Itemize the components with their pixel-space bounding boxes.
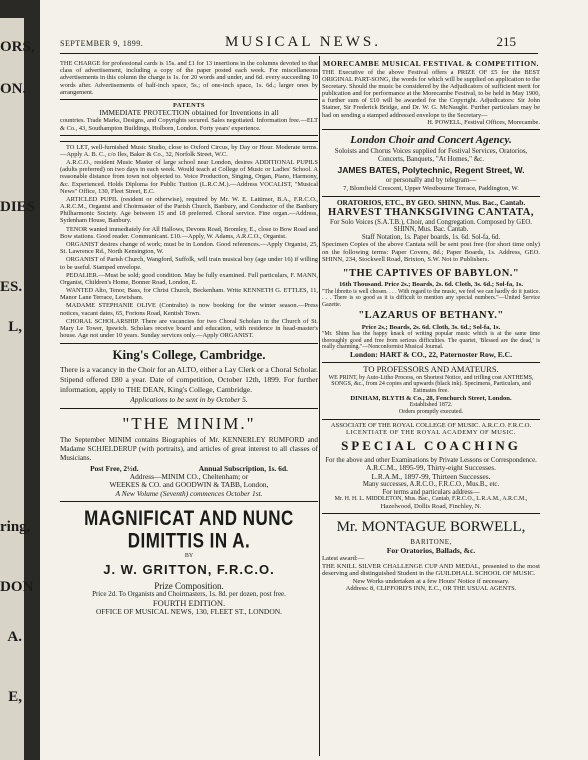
- kings-body: There is a vacancy in the Choir for an ALTO, either a Lay Clerk or a Choral Scholar. Stipend offered £80 a year. Date of competition, October 12th, 1899. For further information, apply to THE DEAN, King's College, Cambridge.: [60, 364, 318, 394]
- professors-title: TO PROFESSORS AND AMATEURS.: [363, 364, 499, 375]
- coaching-arcm: A.R.C.M., 1895-99, Thirty-eight Successes.: [365, 463, 496, 473]
- right-column: [322, 58, 540, 758]
- gutter-fragment: ON.: [0, 81, 27, 97]
- left-column: [60, 58, 318, 758]
- magnificat-composer: J. W. GRITTON, F.R.C.O.: [103, 562, 275, 578]
- classified-ad: WANTED Alto, Tenor, Bass, for Christ Church, Beckenham. Write KENNETH G. ETTLES, 11, Manor Lane Terrace, Lewisham.: [60, 287, 318, 302]
- coaching-many: Many successes, A.R.C.O., F.R.C.O., Mus.B., etc.: [362, 480, 500, 488]
- london-agency-address: 7, Blomfield Crescent, Upper Westbourne Terrace, Paddington, W.: [343, 185, 519, 193]
- associate-title: ASSOCIATE OF THE ROYAL COLLEGE OF MUSIC. A.R.C.O. F.R.C.O.: [330, 421, 532, 429]
- classified-ad: TO LET, well-furnished Music Studio, close to Oxford Circus, by Day or Hour. Moderate terms.—Apply A. B. C., c/o Iles, Baker & Co., 32, Norfolk Street, W.C.: [60, 143, 318, 158]
- gutter-fragment: ORS,: [0, 39, 35, 55]
- magnificat-edition: FOURTH EDITION.: [152, 597, 226, 608]
- classified-ad: MADAME STEPHANIE OLIVE (Contralto) is now booking for the winter season.—Press notices, vacant dates, 65, Forions Road, Kentish Town.: [60, 302, 318, 317]
- borwell-latest: Latest award:—: [322, 555, 365, 563]
- charge-notice: [60, 58, 318, 100]
- professors-orders: Orders promptly executed.: [398, 408, 464, 415]
- gutter-fragment: E,: [8, 689, 22, 705]
- lazarus-price: Price 2s.; Boards, 2s. 6d. Cloth, 3s. 6d.; Sol-fa, 1s.: [361, 323, 501, 331]
- minim-body: The September MINIM contains Biographies of Mr. KENNERLEY RUMFORD and Madame SCHJELDERUP (with portraits), and articles of great interest to all classes of Musicians.: [60, 435, 318, 462]
- lazarus-quote: "Mr. Shinn has the happy knack of writing popular music which is at the same time thoroughly good and free from serious difficulties. The quartet, 'Blessed are the dead,' is really charming."—Nonconformist Musical Journal.: [322, 331, 540, 351]
- harvest-sub: For Solo Voices (S.A.T.B.), Choir, and Congregation. Composed by GEO. SHINN, Mus. Bac. Cantab.: [330, 218, 532, 234]
- morecambe-body: THE Executive of the above Festival offers a PRIZE OF £5 for the BEST ORIGINAL PART-SONG, the words for which will be supplied on application to the Secretary. Should the music be considered by the Adjudicators of sufficient merit for publication and for performance at the Morecambe Festival, to be held in May 1900, a further sum of £10 will be awarded for the Copyright. Adjudicators: Sir John Stainer, Sir Frederick Bridge, and Dr. W. G. McNaught. Further particulars may be had on sending a stamped addressed envelope to the Secretary—: [322, 68, 540, 119]
- borwell-for: For Oratorios, Ballads, &c.: [386, 545, 476, 555]
- harvest-title: HARVEST THANKSGIVING CANTATA,: [328, 206, 534, 218]
- captives-publisher: London: HART & CO., 22, Paternoster Row, E.C.: [349, 349, 513, 359]
- magnificat-title: [60, 507, 318, 552]
- adjacent-page-edge: [0, 18, 36, 760]
- harvest-notation: Staff Notation, 1s. Paper boards, 1s. 6d. Sol-fa, 6d.: [361, 233, 501, 241]
- professors-ad: [322, 363, 540, 419]
- magnificat-line-1: MAGNIFICAT AND NUNC: [84, 506, 294, 530]
- patents-title: PATENTS: [172, 101, 206, 109]
- gutter-fragment: ES.: [0, 279, 23, 295]
- borwell-ad: [322, 514, 540, 592]
- coaching-lram: L.R.A.M., 1897-99, Thirteen Successes.: [371, 471, 491, 481]
- professors-body: WE PRINT, by Auto-Litho Process, on Shortest Notice, and trifling cost ANTHEMS, SONGS, &c., from 24 copies and upwards (black ink). Specimens, Particulars, and Estimates free.: [328, 374, 534, 395]
- page-number: 215: [496, 34, 516, 49]
- coaching-hazelwood: Hazelwood, Dollis Road, Finchley, N.: [380, 502, 482, 510]
- adjacent-page-gutter: [0, 0, 40, 760]
- patents-lead: IMMEDIATE PROTECTION obtained for Inventions in all: [99, 108, 279, 118]
- publication-title: MUSICAL NEWS.: [225, 34, 381, 50]
- gutter-fragment: A.: [7, 629, 22, 645]
- minim-ad: [60, 409, 318, 502]
- classified-ad: A.R.C.O., resident Music Master of large school near London, desires ADDITIONAL PUPILS (adults preferred) on two days in each week. Would teach at College of Music or Ladies' School. A reasonable distance from town not objected to. Voice Production, Singing, Organ, Piano, Harmony, &c. Experienced. Holds Diploma for Public Tuition (L.R.C.M.).—Address VOCALIST, "Musical News" Office, 130, Fleet Street, E.C.: [60, 159, 318, 195]
- header-rule: [60, 53, 538, 54]
- magnificat-office: OFFICE OF MUSICAL NEWS, 130, FLEET ST., LONDON.: [95, 607, 283, 617]
- magnificat-by: BY: [184, 553, 194, 560]
- borwell-address: Address: 8, CLIFFORD'S INN, E.C., OR THE USUAL AGENTS.: [345, 584, 517, 592]
- london-agency-bates: JAMES BATES, Polytechnic, Regent Street, W.: [337, 164, 525, 175]
- harvest-specimen: Specimen Copies of the above Cantata will be sent post free (for short time only) on the following terms: Paper Covers, 8d.; Paper Boards, 1s. Address, GEO. SHINN, 234, Stockwell Road, Brixton, S.W. Not to Publishers.: [322, 241, 540, 264]
- classified-ads: [60, 142, 318, 344]
- kings-footer: Applications to be sent in by October 5.: [130, 395, 248, 405]
- gutter-fragment: ring,: [0, 519, 31, 535]
- borwell-voice: BARITONE,: [410, 538, 452, 547]
- minim-post: Post Free, 2½d.: [90, 463, 139, 473]
- classified-ad: PEDALIER.—Must be sold; good condition. May be fully examined. Full particulars, F. MANN, Organist, Children's Home, Bonner Road, London, E.: [60, 271, 318, 286]
- london-agency-telegram: or personally and by telegram—: [385, 176, 477, 185]
- associate-licentiate: LICENTIATE OF THE ROYAL ACADEMY OF MUSIC.: [346, 429, 516, 437]
- issue-date: SEPTEMBER 9, 1899.: [60, 39, 144, 48]
- captives-quote: "The libretto is well chosen. . . . With regard to the music, we feel we can hardly do it justice. . . . There is so good as it is difficult to mention any special numbers."—United Service Gazette.: [322, 288, 540, 308]
- borwell-cup: THE KNILL SILVER CHALLENGE CUP AND MEDAL, presented to the most deserving and distinguished Student in the GUILDHALL SCHOOL OF MUSIC.: [322, 562, 540, 578]
- lazarus-title: "LAZARUS OF BETHANY.": [358, 310, 504, 322]
- kings-college-ad: [60, 344, 318, 408]
- coaching-terms: For terms and particulars address—: [382, 488, 480, 496]
- morecambe-signature: H. POWELL, Festival Offices, Morecambe.: [427, 118, 540, 126]
- patents-text: countries. Trade Marks, Designs, and Copyrights secured. Sales negotiated. Information free.—ELT & Co., 43, Southampton Buildings, Holborn, London. Forty years' experience.: [60, 117, 318, 132]
- minim-annual: Annual Subscription, 1s. 6d.: [198, 463, 288, 473]
- magnificat-ad: [60, 502, 318, 617]
- magnificat-line-2: DIMITTIS IN A.: [127, 528, 251, 553]
- london-agency-body: Soloists and Chorus Voices supplied for Festival Services, Oratorios, Concerts, Banquets, "At Homes," &c.: [334, 147, 528, 164]
- gutter-fragment: DIES: [0, 199, 36, 215]
- professors-firm: DINHAM, BLYTH & Co., 28, Fenchurch Street, London.: [350, 394, 512, 402]
- magnificat-prize: Prize Composition.: [154, 580, 224, 591]
- column-divider: [319, 56, 320, 756]
- captives-price: 16th Thousand. Price 2s.; Boards, 2s. 6d. Cloth, 3s. 6d.; Sol-fa, 1s.: [339, 281, 523, 289]
- classified-ad: ORGANIST desires change of work; must be in London. Good references.—Apply Organist, 25, St. Lawrence Rd., North Kensington, W.: [60, 241, 318, 256]
- coaching-for: For the above and other Examinations by Private Lessons or Correspondence.: [325, 456, 537, 464]
- gutter-fragment: DON: [0, 579, 34, 595]
- magnificat-price: Price 2d. To Organists and Choirmasters, 1s. 8d. per dozen, post free.: [92, 589, 286, 598]
- minim-weekes: WEEKES & CO. and GOODWIN & TABB, London,: [109, 480, 269, 490]
- associate-ad: [322, 420, 540, 515]
- minim-title: "THE MINIM.": [122, 413, 256, 433]
- london-agency-title: London Choir and Concert Agency.: [350, 133, 512, 146]
- classified-ad: TENOR wanted immediately for All Hallows, Devons Road, Bromley, E., close to Bow Road and Bow stations. Good reader. Communicant. £10.—Apply, W. Adams, A.R.C.O., Organist.: [60, 225, 318, 240]
- professors-established: Established 1872.: [409, 402, 453, 409]
- gutter-fragment: L,: [8, 319, 22, 335]
- classified-ad: ARTICLED PUPIL (resident or otherwise), required by Mr. W. E. Lattimer, B.A., F.R.C.O., A.R.C.M., Organist and Choirmaster of the Parish Church, Banbury, and Conductor of the Banbury Philharmonic Society. Age between 15 and 18 preferred. Choral service. Fine organ.—Address, Sydenham House, Banbury.: [60, 195, 318, 225]
- classified-ad: ORGANIST of Parish Church, Wangford, Suffolk, will train musical boy (age under 16) if willing to be useful. Stamped envelope.: [60, 256, 318, 271]
- patents-ad: [60, 100, 318, 136]
- oratorios-ad: [322, 197, 540, 264]
- captives-ad: [322, 264, 540, 364]
- classified-ad: CHORAL SCHOLARSHIP. There are vacancies for two Choral Scholars in the Church of St. Mary Le Tower, Ipswich. Scholars receive board and education, with residence in head-master's house. Age not under 10 years. Sunday services only.—Apply ORGANIST.: [60, 317, 318, 340]
- charge-text: THE CHARGE for professional cards is 15s. and £1 for 13 insertions in the columns devoted to that class of advertisement, including a copy of the paper posted each week. For miscellaneous advertisements in this column the charge is 1s. for 20 words and under, and 6d. every succeeding 10 words after. Advertisements of half-inch space, 5s.; of one-inch space, 1s. 6d.; larger ones by arrangement.: [60, 60, 318, 96]
- minim-volume: A New Volume (Seventh) commences October 1st.: [115, 488, 263, 498]
- morecambe-ad: [322, 58, 540, 130]
- running-head: [60, 34, 548, 54]
- morecambe-title: MORECAMBE MUSICAL FESTIVAL & COMPETITION.: [323, 59, 539, 68]
- coaching-title: SPECIAL COACHING: [341, 438, 521, 454]
- oratorios-heading: ORATORIOS, ETC., BY GEO. SHINN, Mus. Bac., Cantab.: [336, 197, 526, 207]
- captives-title: "THE CAPTIVES OF BABYLON.": [342, 267, 520, 279]
- coaching-middleton: Mr. H. H. L. MIDDLETON, Mus. Bac., Cantab, F.R.C.O., L.R.A.M., A.R.C.M.,: [334, 496, 528, 503]
- london-agency-ad: [322, 130, 540, 197]
- borwell-new-works: New Works undertaken at a few Hours' Notice if necessary.: [352, 577, 510, 585]
- minim-address: Address—MINIM CO., Cheltenham; or: [129, 471, 249, 481]
- borwell-name: Mr. MONTAGUE BORWELL,: [336, 519, 526, 536]
- kings-title: King's College, Cambridge.: [112, 347, 266, 363]
